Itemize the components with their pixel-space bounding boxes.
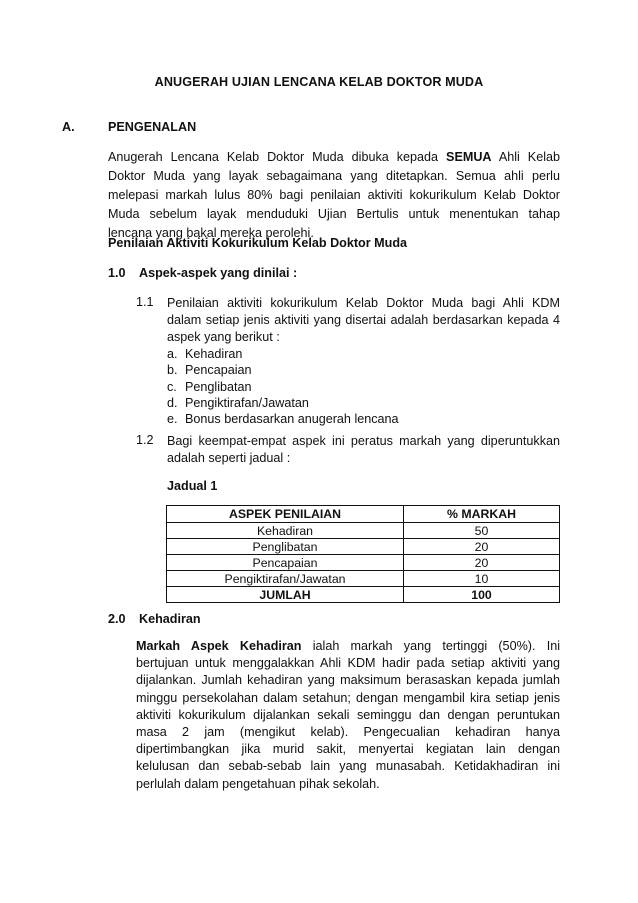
item-1-2-number: 1.2 — [136, 433, 154, 447]
item-1-1-paragraph — [167, 295, 560, 346]
intro-line: Anugerah Lencana Kelab Doktor Muda dibuka kepada SEMUA Ahli Kelab — [108, 150, 561, 164]
list-item: b. Pencapaian — [167, 363, 252, 378]
section-2-heading — [108, 612, 201, 626]
table-cell: 10 — [404, 571, 560, 587]
item-1-2-line: Bagi keempat-empat aspek ini peratus markah yang diperuntukkan — [167, 434, 560, 448]
table-row — [167, 571, 560, 587]
table-cell: Pengiktirafan/Jawatan — [167, 571, 404, 587]
section-1-number: 1.0 — [108, 266, 126, 280]
table-cell: 20 — [404, 555, 560, 571]
document-title: ANUGERAH UJIAN LENCANA KELAB DOKTOR MUDA — [154, 75, 484, 89]
item-1-1-number: 1.1 — [136, 295, 154, 309]
table-row — [167, 539, 560, 555]
attendance-line: dipertimbangkan jika murid sakit, menyertai kegiatan lain dengan — [136, 742, 560, 757]
attendance-line: minggu persekolahan dalam setahun; dengan mengambil kira setiap jenis — [136, 690, 560, 705]
attendance-line: perlulah dalam pengetahuan pihak sekolah. — [136, 776, 380, 791]
table-cell: 100 — [404, 587, 560, 603]
assessment-subheading: Penilaian Aktiviti Kokurikulum Kelab Doktor Muda — [108, 236, 408, 250]
attendance-line: dijalankan. Jumlah kehadiran yang maksimum berasaskan kepada jumlah — [136, 673, 560, 688]
table-caption: Jadual 1 — [167, 479, 218, 493]
section-2-number: 2.0 — [108, 612, 126, 626]
item-1-1-line: Penilaian aktiviti kokurikulum Kelab Doktor Muda bagi Ahli KDM — [167, 296, 560, 310]
list-item: a. Kehadiran — [167, 347, 243, 361]
table-cell: Kehadiran — [167, 523, 404, 539]
attendance-line: kelulusan dan sebab-sebab lain yang munasabah. Ketidakhadiran ini — [136, 759, 560, 774]
list-item: e. Bonus berdasarkan anugerah lencana — [167, 412, 399, 427]
list-item: d. Pengiktirafan/Jawatan — [167, 395, 309, 410]
section-1-heading — [108, 266, 297, 280]
attendance-line: bertujuan untuk menggalakkan Ahli KDM hadir pada setiap aktiviti yang — [136, 656, 560, 671]
table-row — [167, 555, 560, 571]
table-header: ASPEK PENILAIAN — [167, 506, 404, 523]
attendance-line: aktiviti kokurikulum dijalankan sekali seminggu dan dengan peruntukan — [136, 707, 560, 722]
table-cell: Pencapaian — [167, 555, 404, 571]
table-cell: 50 — [404, 523, 560, 539]
intro-line: lencana yang bakal mereka perolehi. — [108, 226, 314, 240]
intro-line: Doktor Muda yang layak sebagaimana yang ditetapkan. Semua ahli perlu — [108, 169, 560, 183]
table-header: % MARKAH — [404, 506, 560, 523]
table-total-row — [167, 587, 560, 603]
item-1-2-line: adalah seperti jadual : — [167, 451, 291, 465]
list-item: c. Penglibatan — [167, 379, 252, 394]
marks-table — [166, 505, 560, 603]
intro-paragraph — [108, 148, 560, 243]
attendance-line: Markah Aspek Kehadiran ialah markah yang tertinggi (50%). Ini — [136, 639, 560, 653]
table-row — [167, 523, 560, 539]
attendance-paragraph — [136, 638, 560, 793]
item-1-1-line: dalam setiap jenis aktiviti yang disertai adalah berdasarkan kepada 4 — [167, 313, 560, 327]
attendance-line: masa 2 jam (mengikut kelab). Pengecualian kehadiran hanya — [136, 725, 560, 740]
item-1-1-line: aspek yang berikut : — [167, 330, 280, 344]
aspect-list — [167, 346, 399, 427]
intro-line: melepasi markah lulus 80% bagi penilaian aktiviti kokurikulum Kelab Doktor — [108, 188, 560, 202]
intro-line: Muda sebelum layak menduduki Ujian Bertulis untuk menentukan tahap — [108, 207, 560, 221]
item-1-2-paragraph — [167, 433, 560, 467]
table-header-row — [167, 506, 560, 523]
section-1-title: Aspek-aspek yang dinilai : — [139, 266, 298, 280]
section-heading: PENGENALAN — [108, 120, 197, 134]
table-cell: JUMLAH — [167, 587, 404, 603]
table-cell: Penglibatan — [167, 539, 404, 555]
section-2-title: Kehadiran — [139, 612, 201, 626]
table-cell: 20 — [404, 539, 560, 555]
section-letter: A. — [62, 120, 75, 134]
